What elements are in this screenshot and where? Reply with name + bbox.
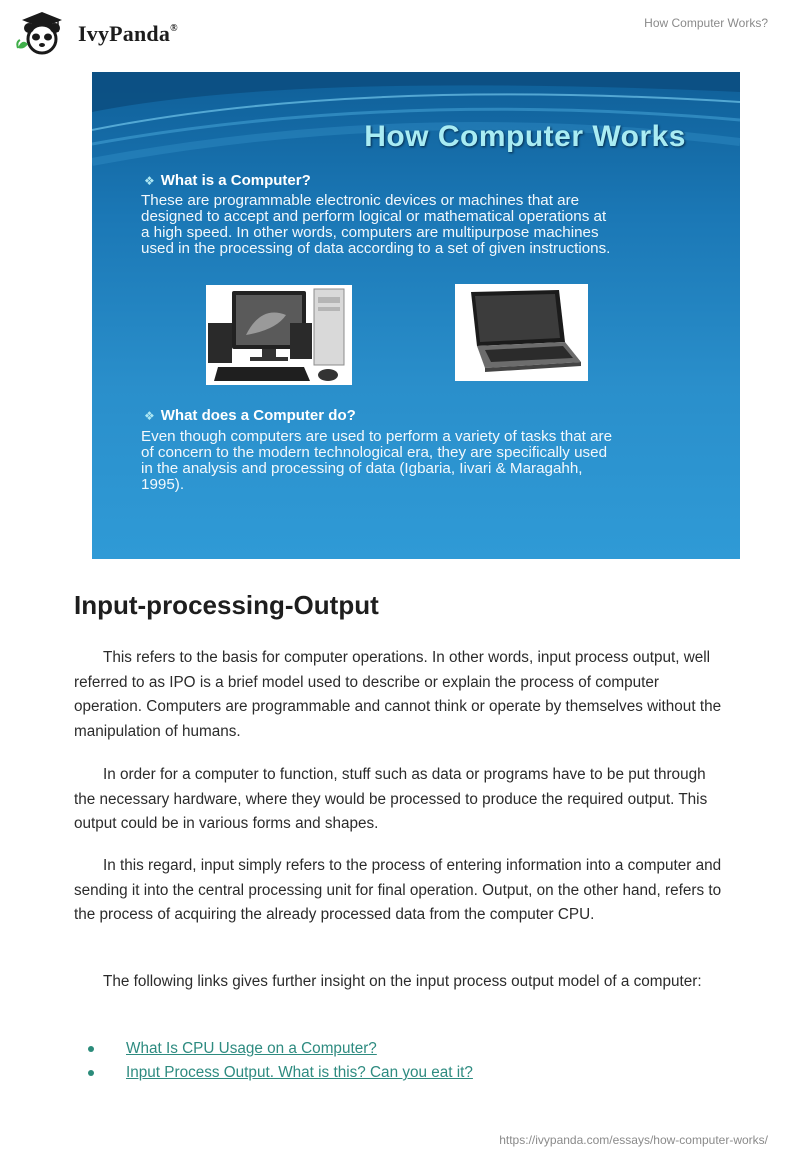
related-links-list	[88, 1037, 473, 1085]
link-cpu-usage[interactable]: What Is CPU Usage on a Computer?	[126, 1040, 377, 1057]
bullet-dot-icon	[88, 1046, 94, 1052]
desktop-computer-icon	[206, 285, 352, 385]
diamond-bullet-icon: ❖	[144, 174, 155, 188]
paragraph-3: In this regard, input simply refers to the process of entering information into a computer and sending it into the central processing unit for final operation. Output, on the other hand, refers to the process of acquiring the already processed data from the computer CPU.	[74, 857, 722, 924]
bullet-dot-icon	[88, 1070, 94, 1076]
paragraph-2: In order for a computer to function, stuff such as data or programs have to be put through the necessary hardware, where they would be processed to produce the required output. This output could be in various forms and shapes.	[74, 766, 708, 833]
slide-image	[92, 72, 740, 559]
link-input-process-output[interactable]: Input Process Output. What is this? Can you eat it?	[126, 1064, 473, 1081]
slide-question-1: ❖ What is a Computer?	[144, 172, 311, 189]
laptop-icon	[455, 284, 588, 381]
desktop-computer-photo	[206, 285, 352, 385]
list-item	[88, 1061, 473, 1085]
slide-answer-2: Even though computers are used to perform a variety of tasks that are of concern to the modern technological era, they are specifically used in the analysis and processing of data (Igbaria, Iivari & Maragahh, 1995).	[141, 428, 613, 493]
slide-answer-1: These are programmable electronic devices or machines that are designed to accept and perform logical or mathematical operations at a high speed. In other words, computers are multipurpose machines used in the processing of data according to a set of given instructions.	[141, 192, 611, 257]
document-title: How Computer Works?	[644, 16, 768, 30]
footer-url: https://ivypanda.com/essays/how-computer-works/	[499, 1133, 768, 1147]
panda-logo-icon	[14, 8, 70, 56]
slide-title: How Computer Works	[364, 120, 686, 153]
slide-question-2: ❖ What does a Computer do?	[144, 407, 356, 424]
brand-name: IvyPanda®	[78, 21, 178, 46]
diamond-bullet-icon: ❖	[144, 409, 155, 423]
laptop-photo	[455, 284, 588, 381]
brand-logo[interactable]	[14, 8, 194, 56]
list-item	[88, 1037, 473, 1061]
paragraph-4: The following links gives further insight on the input process output model of a computer:	[103, 973, 702, 990]
page-header	[0, 0, 800, 60]
section-title: Input-processing-Output	[74, 590, 379, 620]
paragraph-1: This refers to the basis for computer operations. In other words, input process output, well referred to as IPO is a brief model used to describe or explain the process of computer operation. Computers are programmable and cannot think or operate by themselves without the manipulation of humans.	[74, 649, 722, 740]
